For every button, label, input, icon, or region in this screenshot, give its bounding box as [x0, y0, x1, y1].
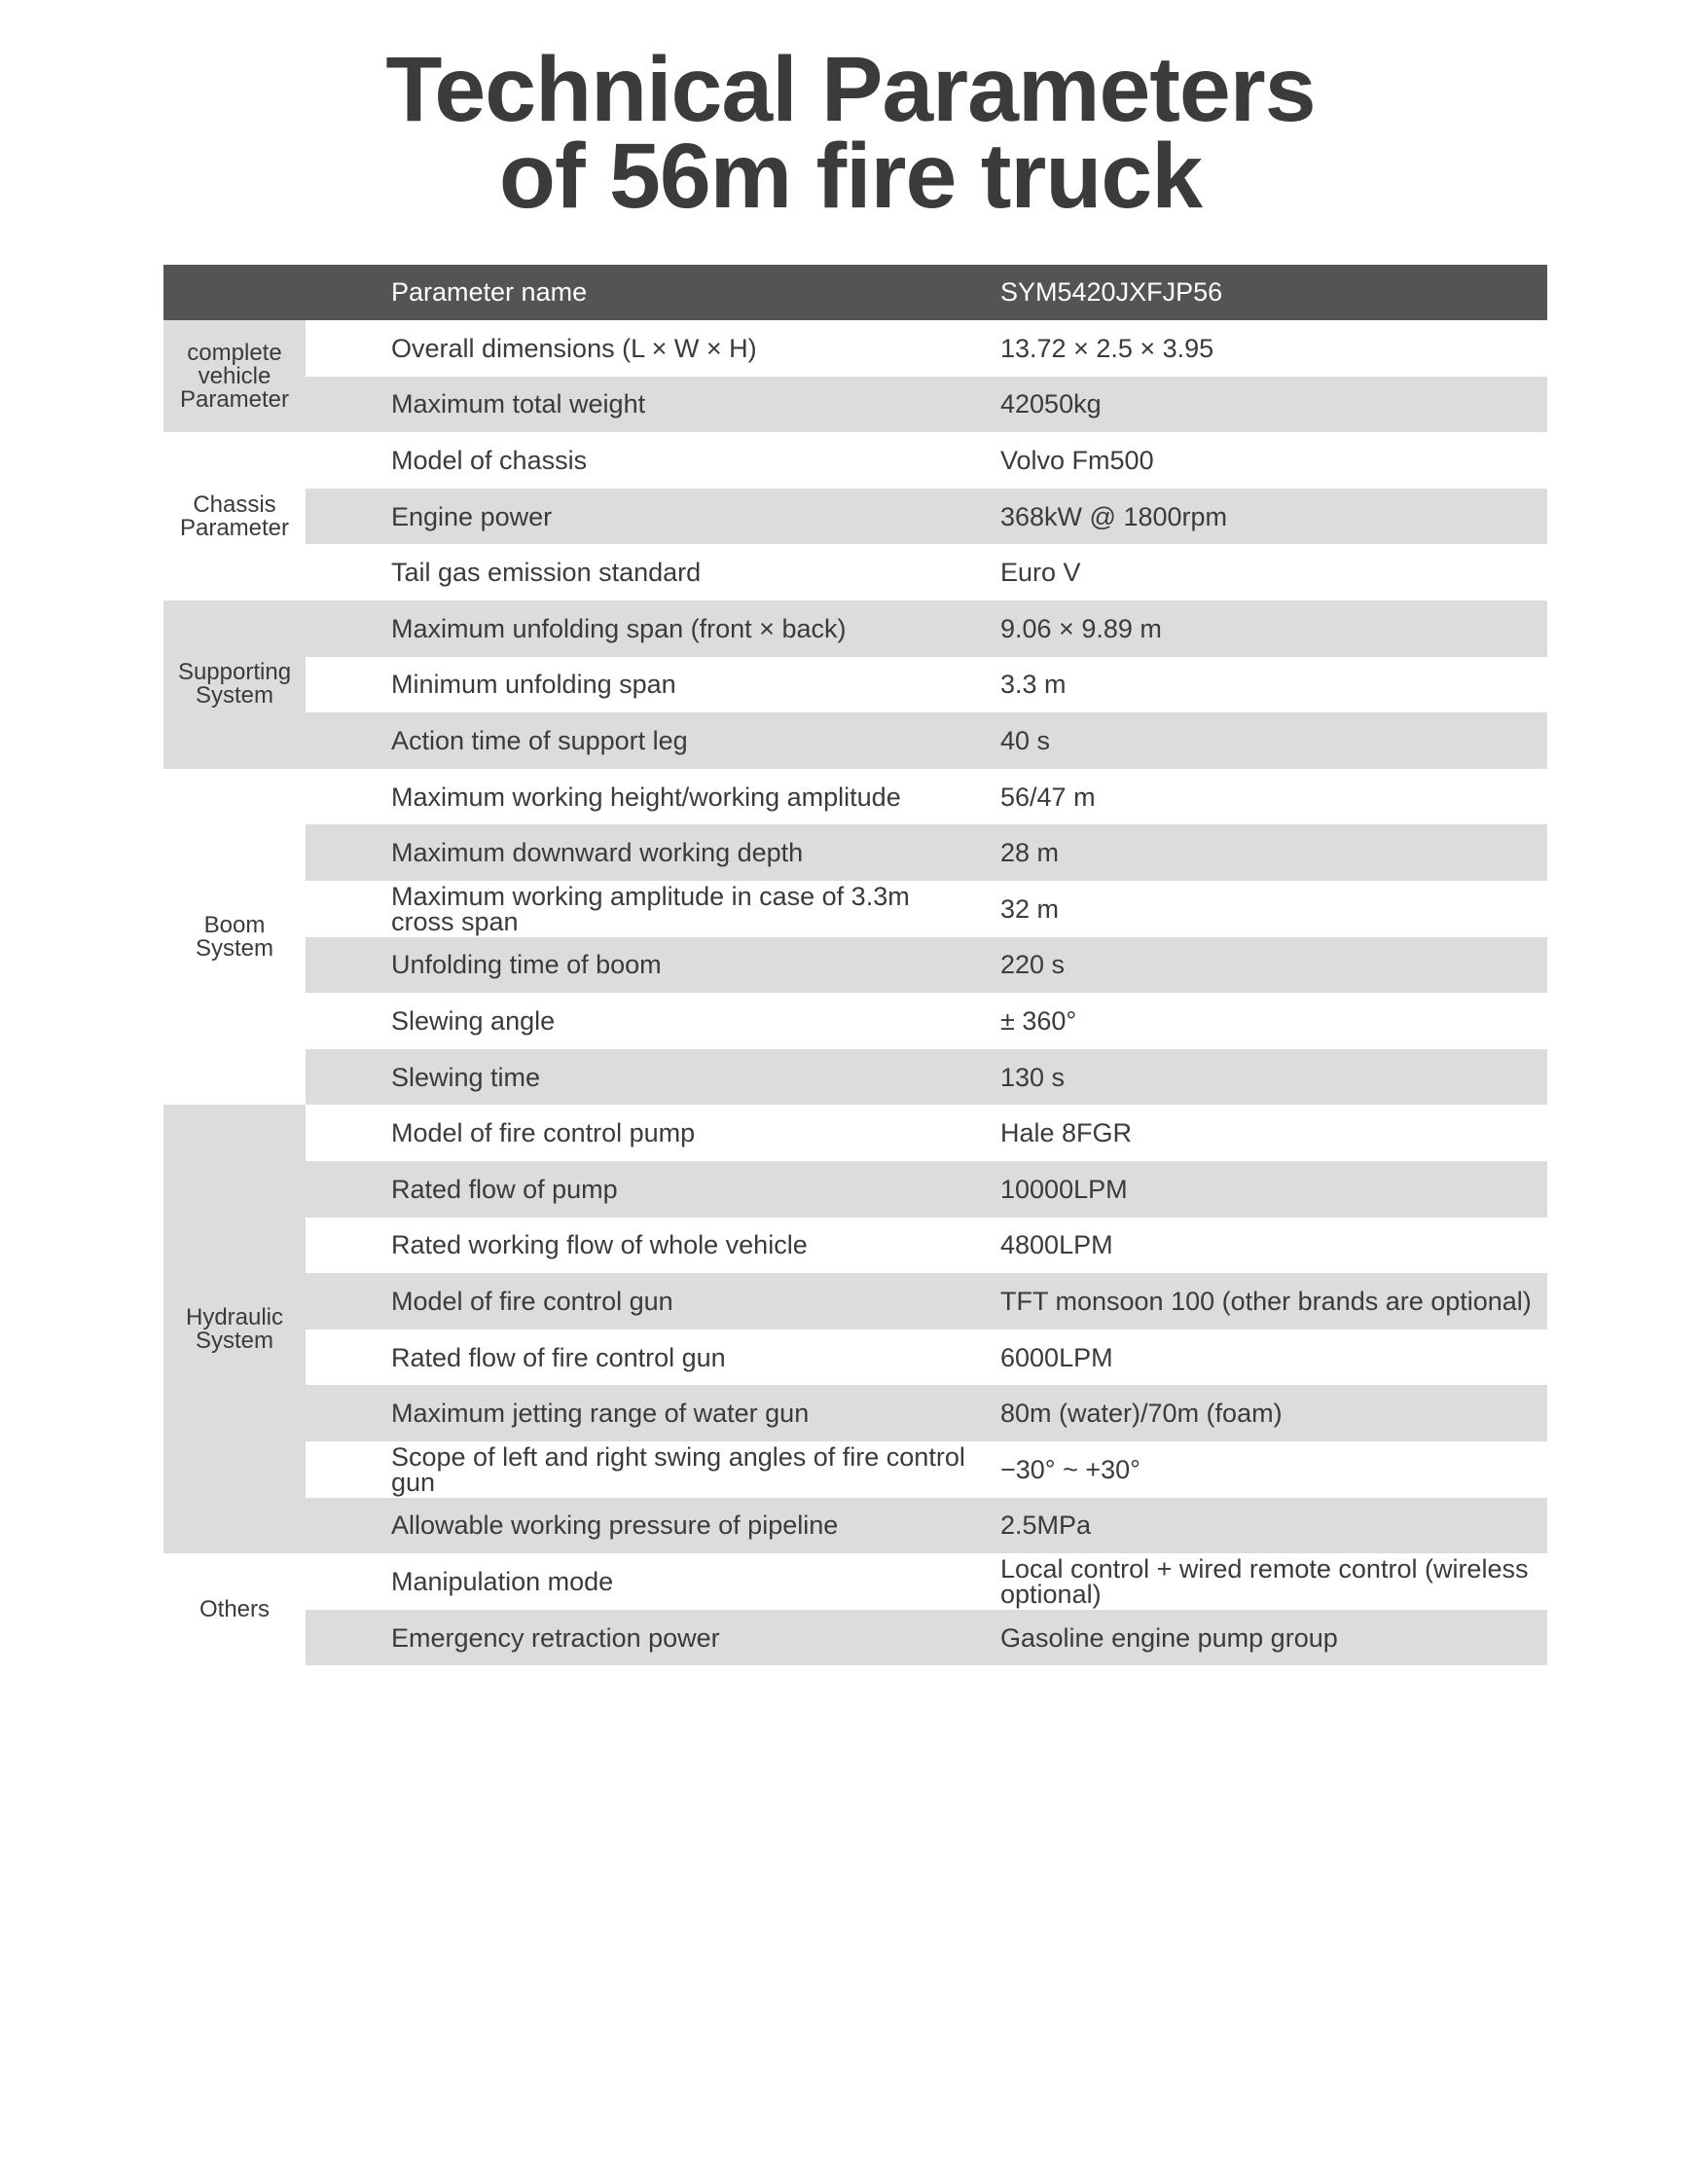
parameter-value-cell: −30° ~ +30°: [1000, 1454, 1140, 1484]
parameter-value-cell: 368kW @ 1800rpm: [1000, 501, 1228, 531]
parameter-name-cell: Maximum downward working depth: [391, 838, 804, 868]
parameter-value-cell: 13.72 × 2.5 × 3.95: [1000, 333, 1214, 363]
table-row: [163, 601, 1547, 657]
parameter-name-cell: Rated flow of pump: [391, 1174, 618, 1204]
parameter-value-cell: 32 m: [1000, 893, 1060, 924]
table-row: [163, 377, 1547, 433]
table-row: [163, 1553, 1547, 1610]
group-label-text: Supporting System: [177, 659, 292, 710]
parameter-value-cell: 6000LPM: [1000, 1342, 1113, 1372]
group-label-text: Hydraulic System: [185, 1303, 284, 1354]
header-parameter-name: Parameter name: [391, 277, 588, 307]
table-row: [163, 1161, 1547, 1218]
parameter-value-cell: 80m (water)/70m (foam): [1000, 1399, 1283, 1429]
parameter-name-cell: Overall dimensions (L × W × H): [391, 333, 757, 363]
table-row: [163, 489, 1547, 545]
parameter-value-cell: 28 m: [1000, 838, 1060, 868]
parameter-name-cell: Rated working flow of whole vehicle: [391, 1230, 808, 1260]
table-row: [163, 1441, 1547, 1498]
group-label-text: Boom System: [195, 911, 273, 962]
parameter-value-cell: 220 s: [1000, 950, 1066, 980]
parameter-name-cell: Rated flow of fire control gun: [391, 1342, 726, 1372]
table-row: [163, 881, 1547, 937]
group-label-cell: [163, 1553, 306, 1665]
table-row: [163, 993, 1547, 1049]
group-label-cell: [163, 601, 306, 769]
parameter-name-cell: Action time of support leg: [391, 725, 688, 755]
parameter-value-cell: Euro V: [1000, 558, 1081, 588]
table-row: [163, 937, 1547, 994]
table-header-row: [163, 265, 1547, 320]
parameter-value-cell: 56/47 m: [1000, 782, 1096, 812]
parameter-name-cell: Model of chassis: [391, 445, 588, 475]
group-label-cell: [163, 320, 306, 432]
parameter-name-cell: Maximum unfolding span (front × back): [391, 613, 847, 643]
group-label-text: Others: [199, 1595, 271, 1622]
group-label-cell: [163, 1105, 306, 1553]
table-row: [163, 1049, 1547, 1106]
parameter-value-cell: 40 s: [1000, 725, 1051, 755]
parameter-name-cell: Allowable working pressure of pipeline: [391, 1511, 839, 1541]
table-row: [163, 1498, 1547, 1554]
parameter-name-cell: Emergency retraction power: [391, 1622, 720, 1653]
parameter-value-cell: 9.06 × 9.89 m: [1000, 613, 1162, 643]
parameter-value-cell: Hale 8FGR: [1000, 1118, 1133, 1148]
parameter-value-cell: 4800LPM: [1000, 1230, 1113, 1260]
table-row: [163, 320, 1547, 377]
table-row: [163, 544, 1547, 601]
parameter-value-cell: 3.3 m: [1000, 670, 1067, 700]
group-label-text: complete vehicle Parameter: [179, 339, 290, 413]
parameter-value-cell: 10000LPM: [1000, 1174, 1128, 1204]
parameter-name-cell: Slewing angle: [391, 1005, 556, 1036]
table-row: [163, 1610, 1547, 1666]
header-model-value: SYM5420JXFJP56: [1000, 277, 1223, 307]
parameter-name-cell: Maximum jetting range of water gun: [391, 1399, 810, 1429]
table-row: [163, 1218, 1547, 1274]
page-title-line-1: Technical Parameters: [385, 38, 1316, 141]
table-row: [163, 1273, 1547, 1329]
parameter-name-cell: Slewing time: [391, 1062, 541, 1092]
parameter-name-cell: Tail gas emission standard: [391, 558, 702, 588]
parameter-name-cell: Maximum working height/working amplitude: [391, 782, 901, 812]
parameter-value-cell: Volvo Fm500: [1000, 445, 1154, 475]
table-row: [163, 769, 1547, 825]
group-label-text: Chassis Parameter: [179, 491, 290, 541]
table-row: [163, 1385, 1547, 1441]
table-row: [163, 1329, 1547, 1386]
parameter-name-cell: Unfolding time of boom: [391, 950, 662, 980]
table-row: [163, 432, 1547, 489]
parameter-value-cell: TFT monsoon 100 (other brands are optional): [1000, 1286, 1532, 1316]
page-title-line-2: of 56m fire truck: [498, 125, 1203, 228]
parameter-name-cell: Scope of left and right swing angles of fire control gun: [391, 1441, 965, 1497]
parameter-value-cell: 2.5MPa: [1000, 1511, 1092, 1541]
parameter-name-cell: Manipulation mode: [391, 1566, 614, 1596]
parameter-value-cell: ± 360°: [1000, 1005, 1077, 1036]
group-label-cell: [163, 432, 306, 601]
table-row: [163, 657, 1547, 713]
parameter-value-cell: 130 s: [1000, 1062, 1066, 1092]
table-row: [163, 1105, 1547, 1161]
parameter-value-cell: 42050kg: [1000, 389, 1102, 419]
table-row: [163, 712, 1547, 769]
parameter-name-cell: Maximum working amplitude in case of 3.3m cross span: [391, 881, 910, 936]
parameter-name-cell: Maximum total weight: [391, 389, 646, 419]
parameter-name-cell: Minimum unfolding span: [391, 670, 676, 700]
table-row: [163, 824, 1547, 881]
parameter-name-cell: Model of fire control gun: [391, 1286, 673, 1316]
parameter-name-cell: Engine power: [391, 501, 553, 531]
parameter-value-cell: Local control + wired remote control (wireless optional): [1000, 1553, 1529, 1609]
group-label-cell: [163, 769, 306, 1106]
parameter-value-cell: Gasoline engine pump group: [1000, 1622, 1338, 1653]
parameter-name-cell: Model of fire control pump: [391, 1118, 696, 1148]
